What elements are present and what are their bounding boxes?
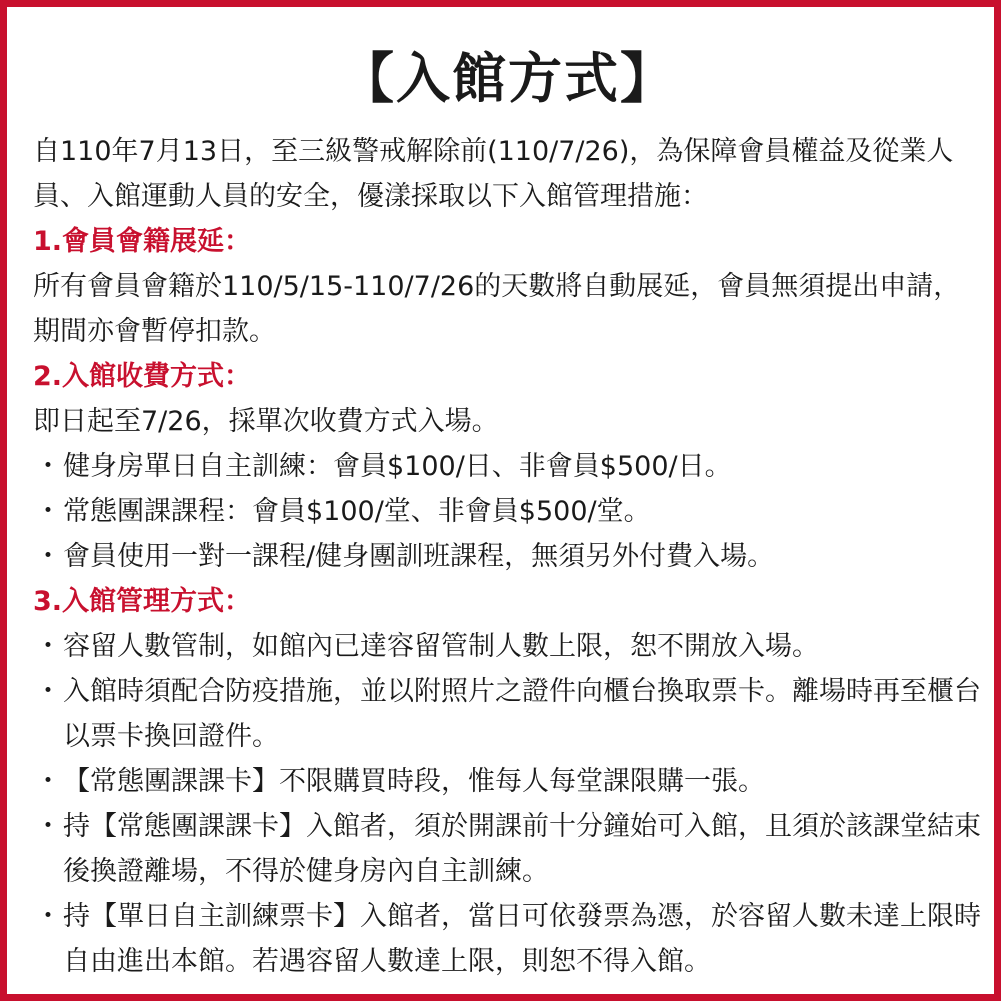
- intro-paragraph: 自110年7月13日，至三級警戒解除前(110/7/26)，為保障會員權益及從業人員、入館運動人員的安全，優漾採取以下入館管理措施：: [33, 136, 954, 212]
- list-item-text: 持【單日自主訓練票卡】入館者，當日可依發票為憑，於容留人數未達上限時自由進出本館。若遇容留人數達上限，則恕不得入館。: [63, 901, 981, 977]
- list-item-text: 會員使用一對一課程/健身團訓班課程，無須另外付費入場。: [63, 541, 775, 572]
- notice-content: [33, 41, 983, 984]
- list-item-text: 【常態團課課卡】不限購買時段，惟每人每堂課限購一張。: [63, 766, 765, 797]
- section-body-membership-extension: 所有會員會籍於110/5/15-110/7/26的天數將自動展延，會員無須提出申請，期間亦會暫停扣款。: [33, 271, 961, 347]
- list-item: [33, 894, 983, 984]
- section-heading-entry-fees: 2.入館收費方式：: [33, 361, 252, 392]
- bullet-dot: ・: [34, 541, 62, 572]
- section-heading-entry-management: 3.入館管理方式：: [33, 586, 252, 617]
- bullet-dot: ・: [34, 766, 62, 797]
- bullet-dot: ・: [34, 811, 62, 842]
- page-title: 【入館方式】: [340, 47, 676, 110]
- bullet-dot: ・: [34, 901, 62, 932]
- list-item-text: 容留人數管制，如館內已達容留管制人數上限，恕不開放入場。: [63, 631, 819, 662]
- section-body-entry-fees: 即日起至7/26，採單次收費方式入場。: [33, 406, 499, 437]
- list-item-text: 持【常態團課課卡】入館者，須於開課前十分鐘始可入館，且須於該課堂結束後換證離場，不得於健身房內自主訓練。: [63, 811, 981, 887]
- list-item: [33, 489, 983, 534]
- section-heading-membership-extension: 1.會員會籍展延：: [33, 226, 252, 257]
- bullet-dot: ・: [34, 631, 62, 662]
- bullet-dot: ・: [34, 496, 62, 527]
- list-item: [33, 624, 983, 669]
- list-item: [33, 444, 983, 489]
- list-item: [33, 669, 983, 759]
- bullet-dot: ・: [34, 451, 62, 482]
- list-item: [33, 804, 983, 894]
- list-item: [33, 759, 983, 804]
- list-item-text: 入館時須配合防疫措施，並以附照片之證件向櫃台換取票卡。離場時再至櫃台以票卡換回證件。: [63, 676, 981, 752]
- list-item-text: 常態團課課程：會員$100/堂、非會員$500/堂。: [63, 496, 651, 527]
- list-item-text: 健身房單日自主訓練：會員$100/日、非會員$500/日。: [63, 451, 732, 482]
- bullet-dot: ・: [34, 676, 62, 707]
- list-item: [33, 534, 983, 579]
